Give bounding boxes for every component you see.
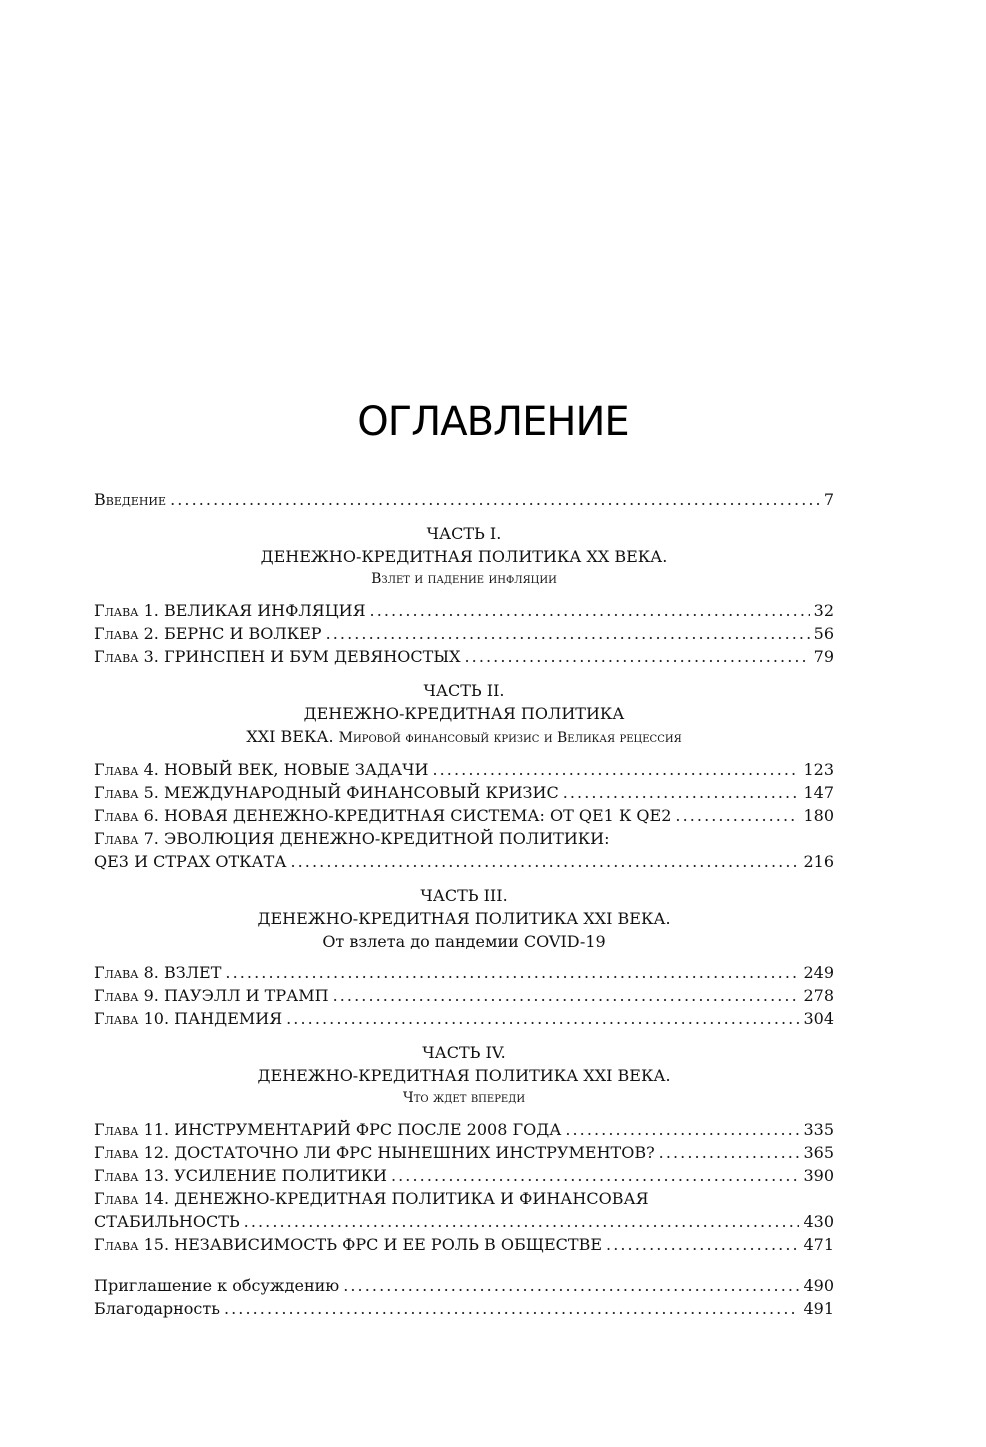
part-number: ЧАСТЬ I. bbox=[426, 524, 502, 543]
chapter-title: 9. ПАУЭЛЛ И ТРАМП bbox=[143, 986, 329, 1005]
leader-dots bbox=[563, 781, 800, 804]
part-heading-3 bbox=[94, 884, 834, 953]
chapter-title: 5. МЕЖДУНАРОДНЫЙ ФИНАНСОВЫЙ КРИЗИС bbox=[143, 783, 559, 802]
entry-page: 278 bbox=[803, 986, 834, 1005]
chapter-title: 7. ЭВОЛЮЦИЯ ДЕНЕЖНО-КРЕДИТНОЙ ПОЛИТИКИ: bbox=[143, 829, 610, 848]
entry-page: 79 bbox=[813, 647, 834, 666]
entry-label: Введение bbox=[94, 490, 167, 509]
chapter-prefix: Глава bbox=[94, 624, 139, 643]
toc-entry-discussion[interactable] bbox=[94, 1274, 834, 1297]
chapter-title: 4. НОВЫЙ ВЕК, НОВЫЕ ЗАДАЧИ bbox=[143, 760, 429, 779]
toc-entry-intro[interactable] bbox=[94, 488, 834, 511]
chapter-prefix: Глава bbox=[94, 1235, 139, 1254]
chapter-prefix: Глава bbox=[94, 806, 139, 825]
entry-page: 390 bbox=[803, 1166, 834, 1185]
entry-page: 32 bbox=[813, 601, 834, 620]
leader-dots bbox=[565, 1118, 799, 1141]
toc-entry-chapter-7-line-2[interactable] bbox=[94, 850, 834, 873]
chapter-prefix: Глава bbox=[94, 1120, 139, 1139]
toc-entry-chapter-1[interactable] bbox=[94, 599, 834, 622]
toc-entry-chapter-10[interactable] bbox=[94, 1007, 834, 1030]
part-number: ЧАСТЬ IV. bbox=[422, 1043, 506, 1062]
chapter-prefix: Глава bbox=[94, 986, 139, 1005]
entry-page: 430 bbox=[803, 1212, 834, 1231]
entry-page: 335 bbox=[803, 1120, 834, 1139]
leader-dots bbox=[333, 984, 800, 1007]
entry-page: 490 bbox=[803, 1276, 834, 1295]
toc-entry-chapter-8[interactable] bbox=[94, 961, 834, 984]
chapter-prefix: Глава bbox=[94, 963, 139, 982]
leader-dots bbox=[391, 1164, 800, 1187]
part-title: ДЕНЕЖНО-КРЕДИТНАЯ ПОЛИТИКА bbox=[303, 704, 625, 723]
chapter-title-continued: СТАБИЛЬНОСТЬ bbox=[94, 1212, 240, 1231]
chapter-title: 15. НЕЗАВИСИМОСТЬ ФРС И ЕЕ РОЛЬ В ОБЩЕСТВЕ bbox=[143, 1235, 603, 1254]
chapter-prefix: Глава bbox=[94, 1143, 139, 1162]
entry-page: 147 bbox=[803, 783, 834, 802]
chapter-title: 2. БЕРНС И ВОЛКЕР bbox=[143, 624, 322, 643]
chapter-title: 14. ДЕНЕЖНО-КРЕДИТНАЯ ПОЛИТИКА И ФИНАНСОВАЯ bbox=[143, 1189, 649, 1208]
chapter-prefix: Глава bbox=[94, 783, 139, 802]
toc-entry-acknowledgements[interactable] bbox=[94, 1297, 834, 1320]
leader-dots bbox=[326, 622, 810, 645]
leader-dots bbox=[606, 1233, 799, 1256]
toc-entry-chapter-14-line-2[interactable] bbox=[94, 1210, 834, 1233]
entry-page: 123 bbox=[803, 760, 834, 779]
chapter-prefix: Глава bbox=[94, 829, 139, 848]
section-spacer bbox=[94, 1256, 834, 1274]
entry-page: 7 bbox=[823, 490, 834, 509]
entry-page: 249 bbox=[803, 963, 834, 982]
entry-page: 56 bbox=[813, 624, 834, 643]
chapter-prefix: Глава bbox=[94, 647, 139, 666]
part-number: ЧАСТЬ II. bbox=[423, 681, 505, 700]
chapter-prefix: Глава bbox=[94, 1189, 139, 1208]
part-title-continued: XXI ВЕКА. bbox=[246, 727, 334, 746]
leader-dots bbox=[244, 1210, 800, 1233]
chapter-title: 6. НОВАЯ ДЕНЕЖНО-КРЕДИТНАЯ СИСТЕМА: ОТ QE1 К QE2 bbox=[143, 806, 672, 825]
entry-page: 471 bbox=[803, 1235, 834, 1254]
toc-entry-chapter-14-line-1[interactable] bbox=[94, 1187, 834, 1210]
entry-page: 491 bbox=[803, 1299, 834, 1318]
toc-entry-chapter-5[interactable] bbox=[94, 781, 834, 804]
table-of-contents bbox=[94, 488, 834, 1320]
entry-page: 304 bbox=[803, 1009, 834, 1028]
leader-dots bbox=[432, 758, 799, 781]
part-subtitle: Что ждет впереди bbox=[402, 1090, 526, 1106]
toc-entry-chapter-2[interactable] bbox=[94, 622, 834, 645]
chapter-prefix: Глава bbox=[94, 601, 139, 620]
entry-page: 365 bbox=[803, 1143, 834, 1162]
entry-page: 216 bbox=[803, 852, 834, 871]
part-title: ДЕНЕЖНО-КРЕДИТНАЯ ПОЛИТИКА XXI ВЕКА. bbox=[257, 1066, 671, 1085]
entry-label: Приглашение к обсуждению bbox=[94, 1276, 340, 1295]
toc-entry-chapter-13[interactable] bbox=[94, 1164, 834, 1187]
leader-dots bbox=[286, 1007, 799, 1030]
leader-dots bbox=[659, 1141, 800, 1164]
toc-entry-chapter-6[interactable] bbox=[94, 804, 834, 827]
leader-dots bbox=[224, 1297, 800, 1320]
chapter-title: 10. ПАНДЕМИЯ bbox=[143, 1009, 283, 1028]
page-title: ОГЛАВЛЕНИЕ bbox=[357, 399, 629, 445]
part-title: ДЕНЕЖНО-КРЕДИТНАЯ ПОЛИТИКА XX ВЕКА. bbox=[260, 547, 668, 566]
leader-dots bbox=[290, 850, 799, 873]
toc-entry-chapter-12[interactable] bbox=[94, 1141, 834, 1164]
part-heading-4 bbox=[94, 1041, 834, 1110]
part-number: ЧАСТЬ III. bbox=[420, 886, 508, 905]
toc-entry-chapter-11[interactable] bbox=[94, 1118, 834, 1141]
toc-entry-chapter-15[interactable] bbox=[94, 1233, 834, 1256]
entry-page: 180 bbox=[803, 806, 834, 825]
chapter-title: 8. ВЗЛЕТ bbox=[143, 963, 222, 982]
chapter-title: 12. ДОСТАТОЧНО ЛИ ФРС НЫНЕШНИХ ИНСТРУМЕНТОВ? bbox=[143, 1143, 655, 1162]
part-heading-2 bbox=[94, 679, 834, 750]
toc-entry-chapter-3[interactable] bbox=[94, 645, 834, 668]
toc-entry-chapter-7-line-1[interactable] bbox=[94, 827, 834, 850]
part-subtitle: Взлет и падение инфляции bbox=[371, 571, 557, 587]
entry-label: Благодарность bbox=[94, 1299, 220, 1318]
leader-dots bbox=[370, 599, 810, 622]
leader-dots bbox=[225, 961, 799, 984]
leader-dots bbox=[675, 804, 799, 827]
chapter-prefix: Глава bbox=[94, 1166, 139, 1185]
chapter-prefix: Глава bbox=[94, 760, 139, 779]
leader-dots bbox=[343, 1274, 799, 1297]
part-subtitle: От взлета до пандемии COVID-19 bbox=[322, 932, 606, 951]
chapter-title: 11. ИНСТРУМЕНТАРИЙ ФРС ПОСЛЕ 2008 ГОДА bbox=[143, 1120, 562, 1139]
chapter-title-continued: QE3 И СТРАХ ОТКАТА bbox=[94, 852, 287, 871]
part-title: ДЕНЕЖНО-КРЕДИТНАЯ ПОЛИТИКА XXI ВЕКА. bbox=[257, 909, 671, 928]
chapter-title: 1. ВЕЛИКАЯ ИНФЛЯЦИЯ bbox=[143, 601, 366, 620]
chapter-title: 3. ГРИНСПЕН И БУМ ДЕВЯНОСТЫХ bbox=[143, 647, 461, 666]
toc-entry-chapter-9[interactable] bbox=[94, 984, 834, 1007]
part-subtitle: Мировой финансовый кризис и Великая рецессия bbox=[338, 730, 682, 746]
chapter-prefix: Глава bbox=[94, 1009, 139, 1028]
leader-dots bbox=[464, 645, 809, 668]
leader-dots bbox=[170, 488, 820, 511]
chapter-title: 13. УСИЛЕНИЕ ПОЛИТИКИ bbox=[143, 1166, 387, 1185]
toc-entry-chapter-4[interactable] bbox=[94, 758, 834, 781]
part-heading-1 bbox=[94, 522, 834, 591]
